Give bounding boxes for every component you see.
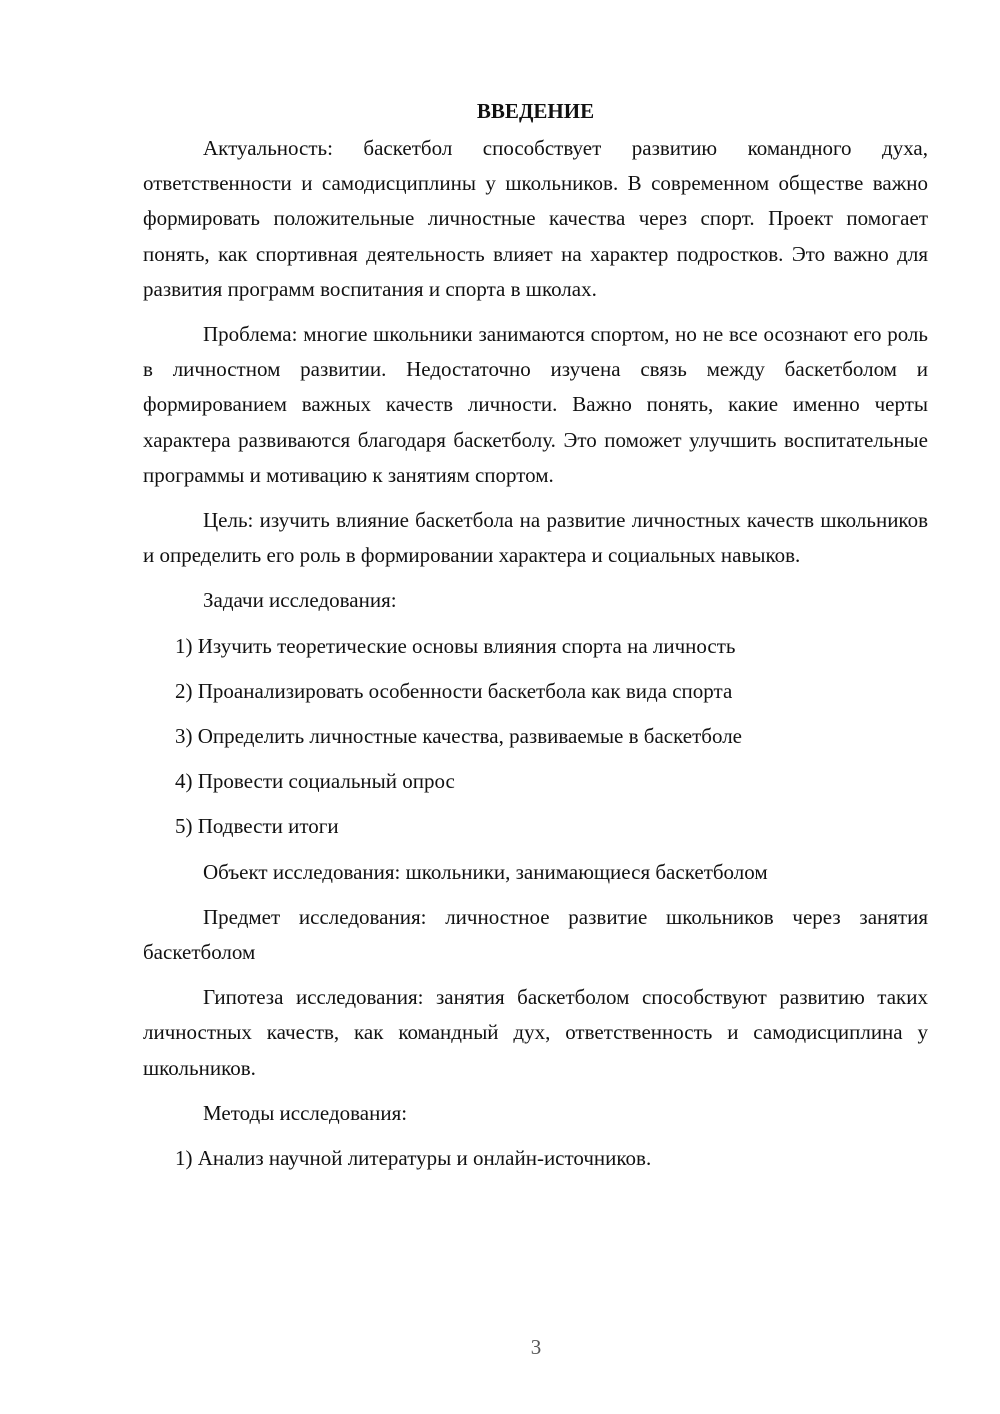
relevance-paragraph: Актуальность: баскетбол способствует развитию командного духа, ответственности и самодисциплины у школьников. В современном обществе важно формировать положительные личностные качества через спорт. Проект помогает понять, как спортивная деятельность влияет на характер подростков. Это важно для развития программ воспитания и спорта в школах.: [143, 136, 928, 301]
list-item-task-5: 5) Подвести итоги: [175, 814, 339, 839]
list-item-method-1: 1) Анализ научной литературы и онлайн-источников.: [175, 1146, 652, 1171]
methods-heading: Методы исследования:: [203, 1100, 408, 1125]
list-item-task-1: 1) Изучить теоретические основы влияния спорта на личность: [175, 633, 736, 658]
list-item-task-2: 2) Проанализировать особенности баскетбола как вида спорта: [175, 678, 733, 703]
list-item-task-3: 3) Определить личностные качества, развиваемые в баскетболе: [175, 724, 742, 749]
hypothesis-paragraph: Гипотеза исследования: занятия баскетболом способствуют развитию таких личностных качеств, как командный дух, ответственность и самодисциплина у школьников.: [143, 985, 928, 1080]
document-body: [143, 94, 928, 1186]
methods-list: [143, 1141, 928, 1176]
section-title: ВВЕДЕНИЕ: [476, 99, 595, 123]
problem-paragraph: Проблема: многие школьники занимаются спортом, но не все осознают его роль в личностном развитии. Недостаточно изучена связь между баскетболом и формированием важных качеств личности. Важно понять, какие именно черты характера развиваются благодаря баскетболу. Это поможет улучшить воспитательные программы и мотивацию к занятиям спортом.: [143, 322, 928, 487]
tasks-list: [143, 629, 928, 845]
tasks-heading: Задачи исследования:: [203, 588, 397, 613]
page-number: 3: [530, 1335, 542, 1359]
goal-paragraph: Цель: изучить влияние баскетбола на развитие личностных качеств школьников и определить его роль в формировании характера и социальных навыков.: [143, 508, 928, 568]
object-paragraph: Объект исследования: школьники, занимающиеся баскетболом: [203, 859, 768, 884]
subject-paragraph: Предмет исследования: личностное развитие школьников через занятия баскетболом: [143, 904, 928, 965]
list-item-task-4: 4) Провести социальный опрос: [175, 769, 455, 794]
